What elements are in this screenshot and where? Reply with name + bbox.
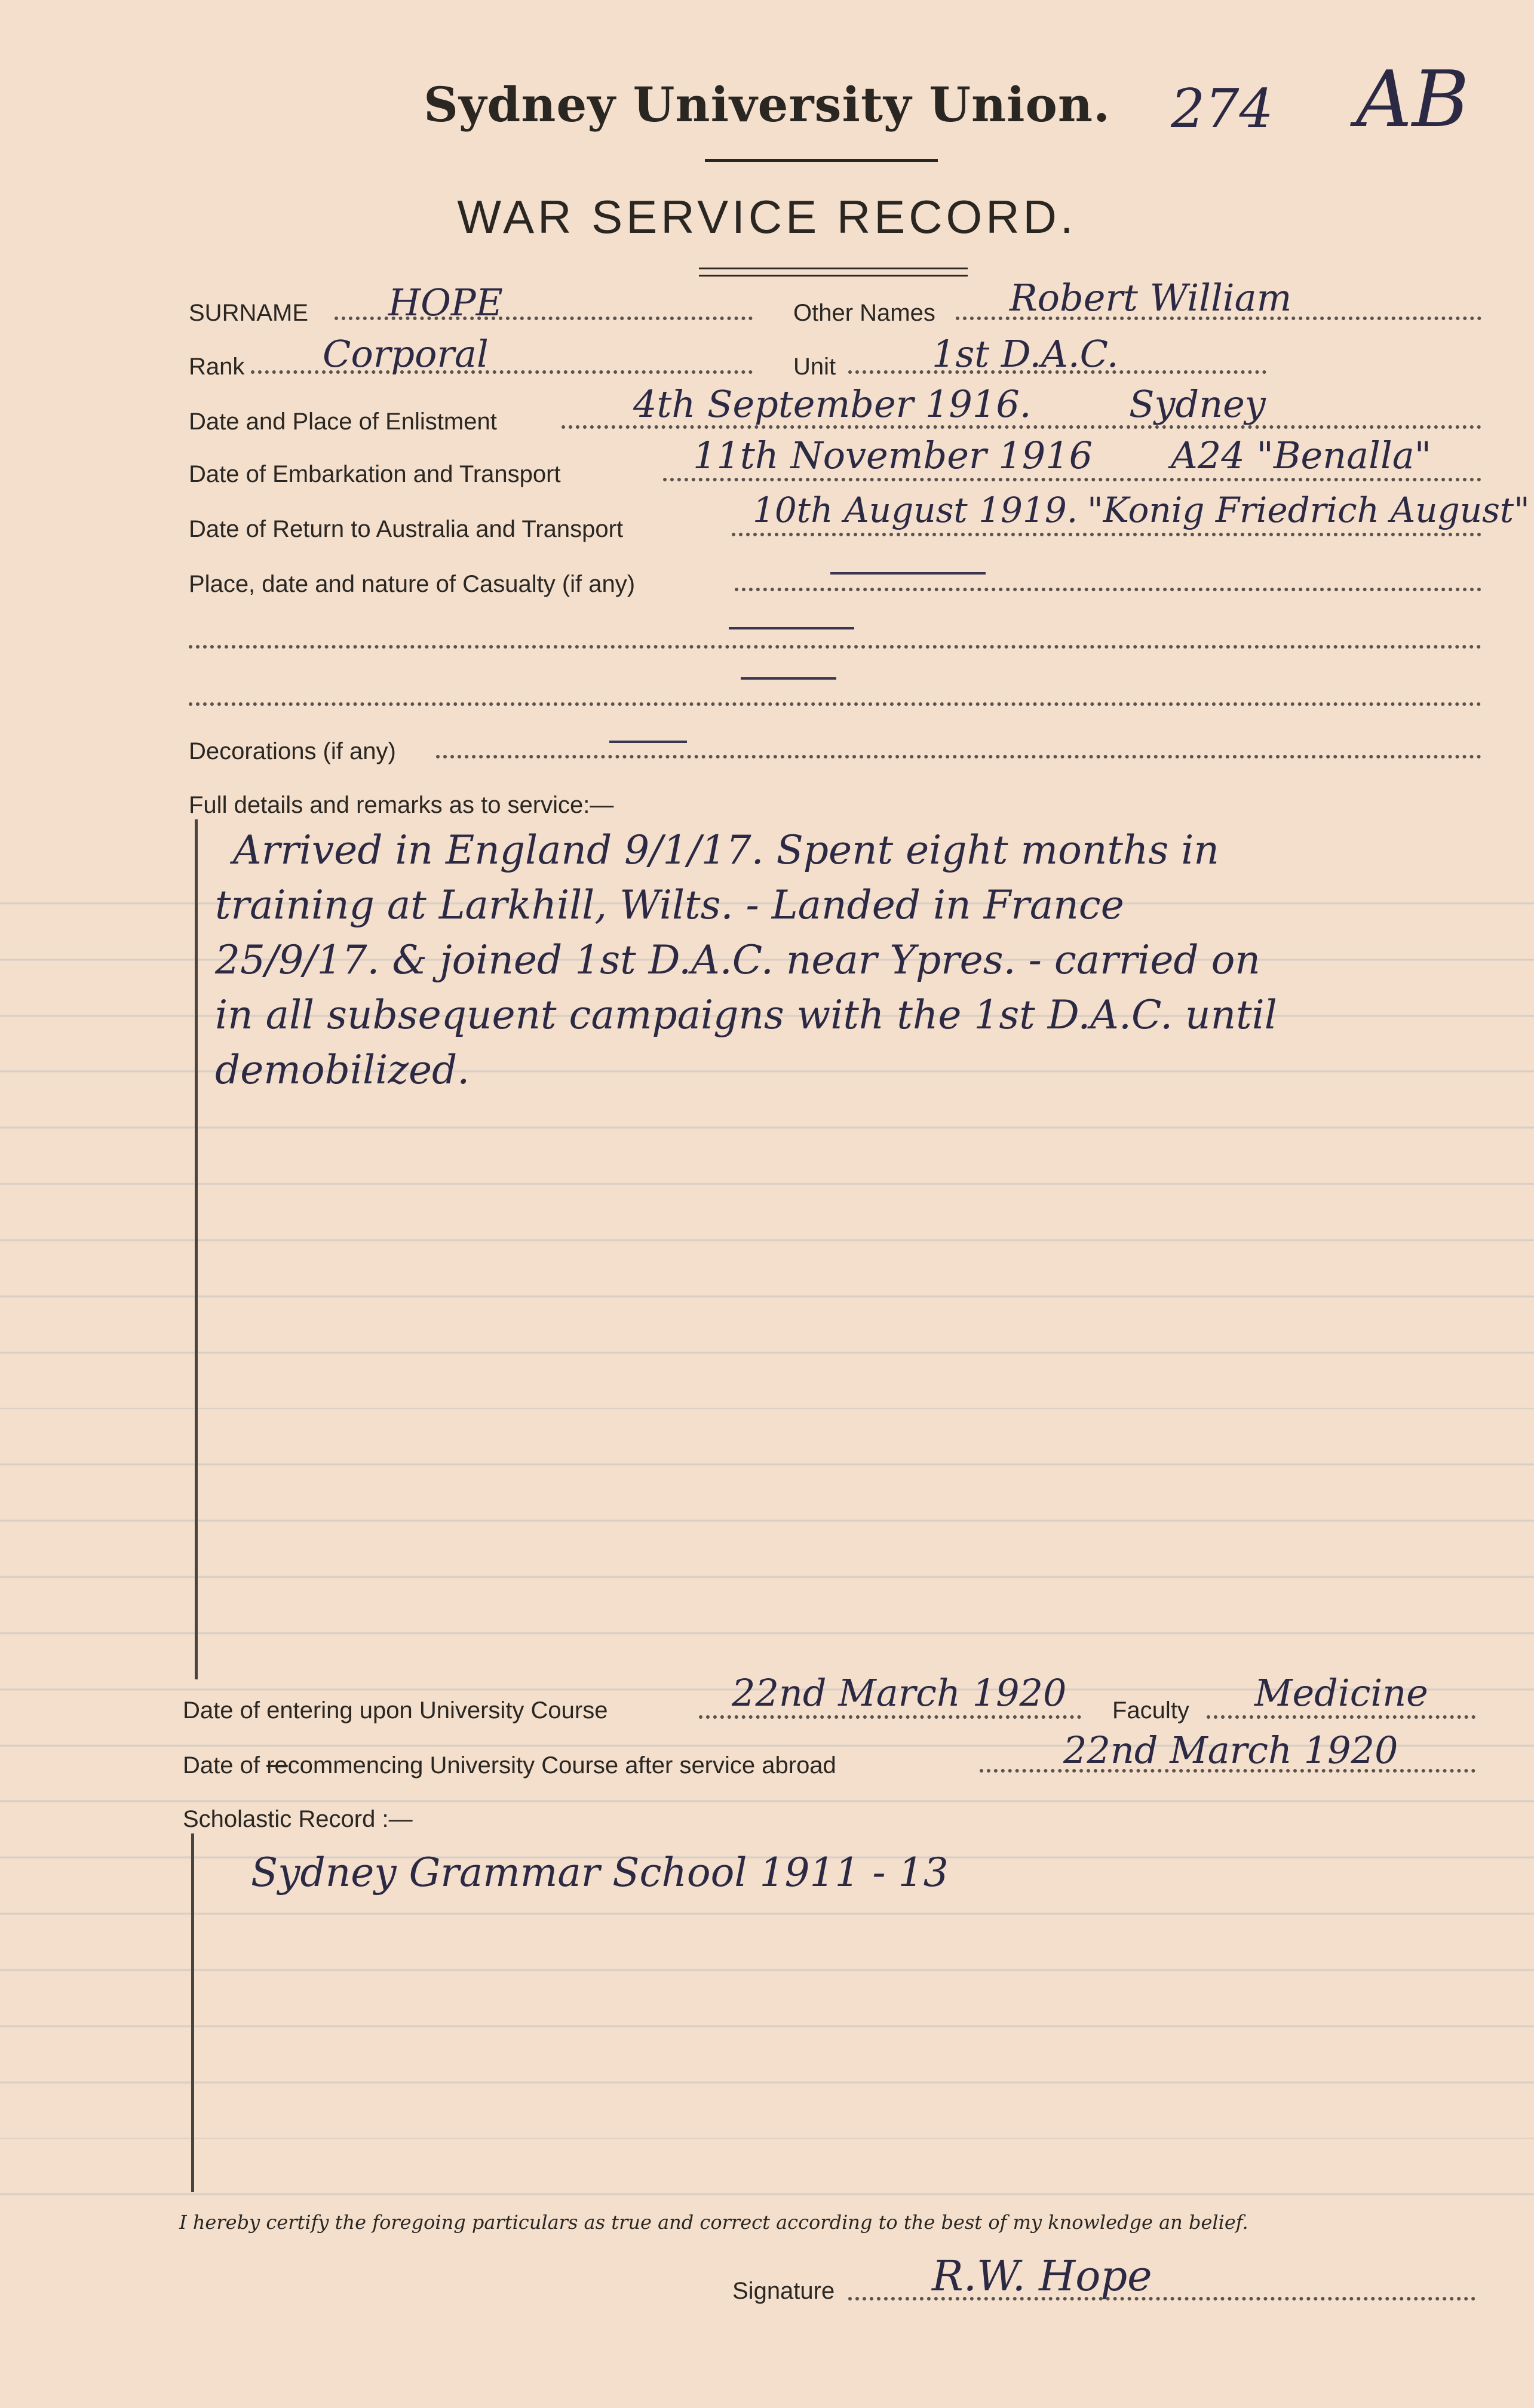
return-date: 10th August 1919. [753,490,1078,530]
footer-area [0,2210,1534,2408]
signature-label: Signature [732,2278,835,2304]
faculty-label: Faculty [1112,1697,1189,1724]
decorations-label: Decorations (if any) [189,738,396,764]
scholastic-label: Scholastic Record :— [183,1806,413,1832]
entering-course-label: Date of entering upon University Course [183,1697,608,1724]
heading-double-rule-top [699,268,968,269]
enlistment-label: Date and Place of Enlistment [189,408,497,435]
scholastic-value: Sydney Grammar School 1911 - 13 [251,1850,949,1896]
faculty-value: Medicine [1254,1671,1428,1715]
union-title: Sydney University Union. [424,76,1110,133]
unit-label: Unit [793,354,836,380]
casualty-dash-1 [729,627,854,629]
remarks-line-2: training at Larkhill, Wilts. - Landed in France [215,882,1124,928]
casualty-dots-1 [735,588,1481,591]
record-heading: WAR SERVICE RECORD. [457,191,1077,243]
remarks-label: Full details and remarks as to service:— [189,792,614,818]
unit-value: 1st D.A.C. [932,332,1119,376]
casualty-dash-2 [741,677,836,680]
embarkation-date: 11th November 1916 [693,434,1093,477]
casualty-label: Place, date and nature of Casualty (if any) [189,571,636,597]
enlistment-place: Sydney [1129,382,1266,426]
faculty-dots [1207,1715,1475,1719]
recommencing-label-suffix: commencing University Course after service abroad [287,1752,836,1779]
return-transport: "Konig Friedrich August" [1087,490,1530,530]
embarkation-transport: A24 "Benalla" [1171,434,1432,477]
remarks-line-3: 25/9/17. & joined 1st D.A.C. near Ypres. - carried on [215,937,1260,983]
recommencing-label-struck: re [266,1752,288,1779]
entering-course-dots [699,1715,1081,1719]
enlistment-date: 4th September 1916. [633,382,1032,426]
clerk-initials: AB [1356,54,1469,145]
remarks-line-5: demobilized. [215,1047,470,1093]
recommencing-value: 22nd March 1920 [1063,1728,1398,1772]
return-underline [830,572,986,575]
remarks-line-4: in all subsequent campaigns with the 1st D.A.C. until [215,992,1277,1038]
embarkation-dots [663,478,1481,481]
signature-value: R.W. Hope [932,2252,1152,2300]
surname-label: SURNAME [189,300,309,326]
recommencing-label [183,1752,836,1779]
reference-number: 274 [1171,78,1274,140]
casualty-dots-3 [189,702,1481,706]
certification-text: I hereby certify the foregoing particulars as true and correct according to the best of my knowledge an belief. [179,2211,1248,2234]
surname-value: HOPE [388,281,503,324]
heading-double-rule-bottom [699,275,968,277]
recommencing-label-prefix: Date of [183,1752,267,1779]
embarkation-label: Date of Embarkation and Transport [189,461,561,487]
rank-label: Rank [189,354,245,380]
decorations-dash [609,741,687,743]
scholastic-margin-line [191,1833,194,2192]
other-names-label: Other Names [793,300,935,326]
remarks-line-1: Arrived in England 9/1/17. Spent eight months in [233,827,1219,873]
title-underline [705,159,938,162]
return-dots [732,533,1481,536]
decorations-dots [436,755,1481,758]
rank-value: Corporal [323,332,489,376]
casualty-dots-2 [189,645,1481,649]
return-label: Date of Return to Australia and Transport [189,516,624,542]
remarks-margin-line [195,819,198,1679]
other-names-value: Robert William [1010,276,1292,320]
entering-course-value: 22nd March 1920 [732,1671,1067,1715]
